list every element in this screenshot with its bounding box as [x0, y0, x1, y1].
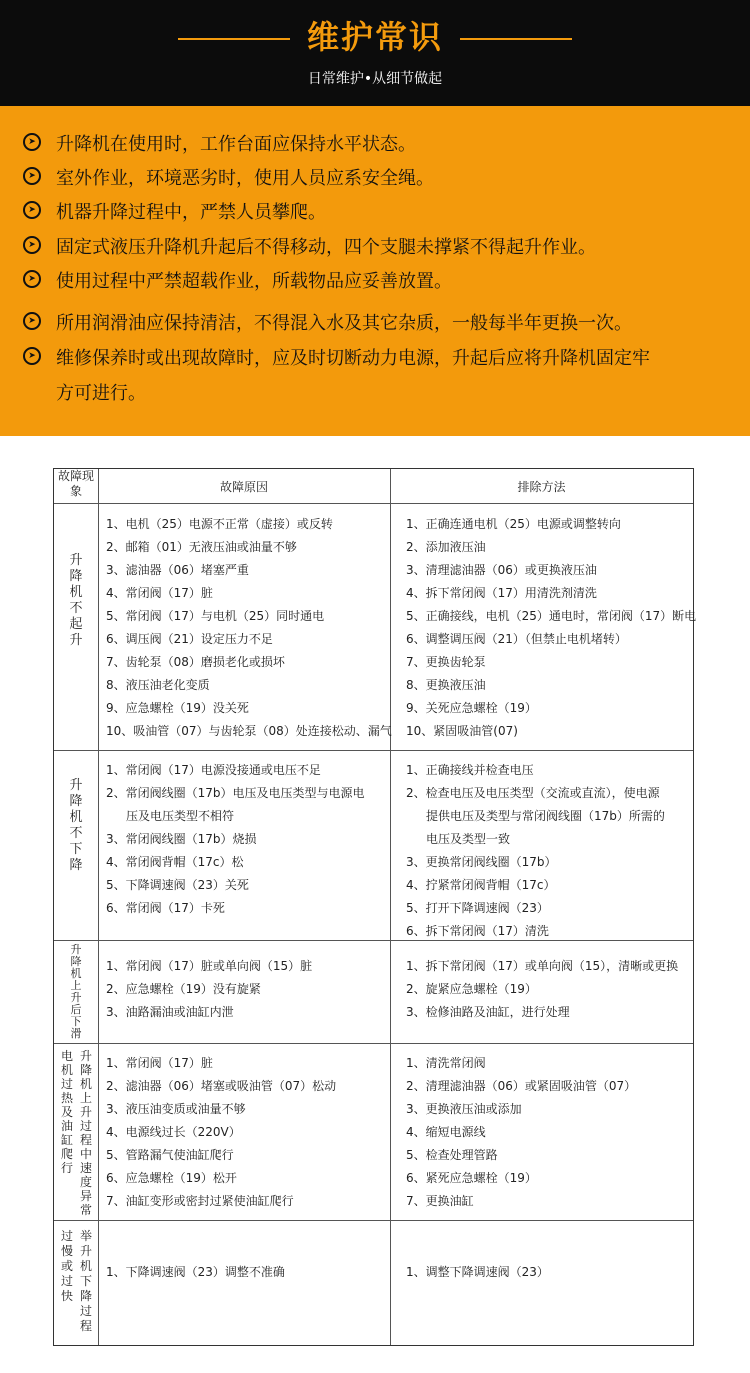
table-cell: 6、常闭阀（17）卡死: [106, 901, 225, 915]
tips-panel: [0, 106, 750, 436]
table-cell: 9、关死应急螺栓（19）: [406, 701, 537, 715]
table-cell: 4、电源线过长（220V）: [106, 1125, 241, 1139]
table-cell: 5、下降调速阀（23）关死: [106, 878, 249, 892]
table-cell: 2、添加液压油: [406, 540, 486, 554]
fault-label: 升降机不起升: [69, 553, 83, 648]
row-divider: [54, 1220, 693, 1221]
arrow-icon: ➤: [23, 133, 41, 151]
table-cell: 1、电机（25）电源不正常（虚接）或反转: [106, 517, 333, 531]
table-cell: 8、更换液压油: [406, 678, 486, 692]
table-cell: 5、检查处理管路: [406, 1148, 498, 1162]
table-cell: 6、调整调压阀（21）（但禁止电机堵转）: [406, 632, 627, 646]
table-cell: 7、更换油缸: [406, 1194, 474, 1208]
header-banner: [0, 0, 750, 106]
arrow-icon: ➤: [23, 347, 41, 365]
table-cell: 提供电压及类型与常闭阀线圈（17b）所需的: [426, 809, 665, 823]
table-cell: 6、调压阀（21）设定压力不足: [106, 632, 273, 646]
cause-list: [106, 759, 365, 920]
table-cell: 3、检修油路及油缸，进行处理: [406, 1005, 570, 1019]
table-cell: 1、调整下降调速阀（23）: [406, 1265, 549, 1279]
table-cell: 7、更换齿轮泵: [406, 655, 486, 669]
table-cell: 2、应急螺栓（19）没有旋紧: [106, 982, 261, 996]
fault-label: 过慢或过快: [60, 1229, 73, 1303]
table-cell: 3、油路漏油或油缸内泄: [106, 1005, 234, 1019]
page-subtitle: 日常维护•从细节做起: [307, 71, 443, 87]
table-cell: 3、常闭阀线圈（17b）烧损: [106, 832, 257, 846]
table-cell: 9、应急螺栓（19）没关死: [106, 701, 249, 715]
table-cell: 2、滤油器（06）堵塞或吸油管（07）松动: [106, 1079, 337, 1093]
tip-item: 所用润滑油应保持清洁，不得混入水及其它杂质，一般每半年更换一次。: [56, 313, 632, 334]
tip-item: 使用过程中严禁超载作业，所载物品应妥善放置。: [56, 271, 452, 292]
table-cell: 2、旋紧应急螺栓（19）: [406, 982, 537, 996]
cause-list: [106, 513, 392, 743]
table-cell: 6、应急螺栓（19）松开: [106, 1171, 237, 1185]
tip-item-continuation: 方可进行。: [56, 383, 146, 404]
table-cell: 7、齿轮泵（08）磨损老化或损坏: [106, 655, 285, 669]
tip-item: 固定式液压升降机升起后不得移动，四个支腿未撑紧不得起升作业。: [56, 237, 596, 258]
table-cell: 10、吸油管（07）与齿轮泵（08）处连接松动、漏气: [106, 724, 392, 738]
table-cell: 压及电压类型不相符: [126, 809, 235, 823]
table-cell: 6、紧死应急螺栓（19）: [406, 1171, 537, 1185]
table-cell: 7、油缸变形或密封过紧使油缸爬行: [106, 1194, 294, 1208]
fault-label: 电机过热及油缸爬行: [60, 1049, 73, 1175]
table-cell: 1、常闭阀（17）脏: [106, 1056, 213, 1070]
table-cell: 1、常闭阀（17）电源没接通或电压不足: [106, 763, 321, 777]
troubleshooting-table: [53, 468, 697, 1346]
solution-list: [406, 759, 665, 943]
table-cell: 电压及类型一致: [426, 832, 511, 846]
table-cell: 2、常闭阀线圈（17b）电压及电压类型与电源电: [106, 786, 365, 800]
table-cell: 10、紧固吸油管(07): [406, 724, 518, 738]
title-divider-right: [460, 38, 572, 40]
cause-list: [106, 1261, 285, 1284]
solution-list: [406, 513, 696, 743]
table-cell: 5、常闭阀（17）与电机（25）同时通电: [106, 609, 325, 623]
table-cell: 8、液压油老化变质: [106, 678, 210, 692]
table-cell: 4、缩短电源线: [406, 1125, 486, 1139]
header-phenomenon: 故障现象: [58, 469, 95, 498]
table-cell: 4、常闭阀（17）脏: [106, 586, 213, 600]
table-cell: 1、清洗常闭阀: [406, 1056, 486, 1070]
fault-label: 举升机下降过程: [79, 1229, 92, 1333]
arrow-icon: ➤: [23, 201, 41, 219]
table-cell: 2、邮箱（01）无液压油或油量不够: [106, 540, 297, 554]
solution-list: [406, 1052, 636, 1213]
table-cell: 4、常闭阀背帽（17c）松: [106, 855, 244, 869]
row-divider: [54, 750, 693, 751]
cause-list: [106, 1052, 336, 1213]
table-cell: 3、液压油变质或油量不够: [106, 1102, 246, 1116]
tip-item: 维修保养时或出现故障时，应及时切断动力电源，升起后应将升降机固定牢: [56, 348, 650, 369]
table-cell: 1、拆下常闭阀（17）或单向阀（15），清晰或更换: [406, 959, 679, 973]
tip-item: 室外作业，环境恶劣时，使用人员应系安全绳。: [56, 168, 434, 189]
table-cell: 2、检查电压及电压类型（交流或直流），使电源: [406, 786, 660, 800]
table-cell: 1、正确连通电机（25）电源或调整转向: [406, 517, 621, 531]
table-cell: 1、下降调速阀（23）调整不准确: [106, 1265, 285, 1279]
row-divider: [54, 1043, 693, 1044]
table-cell: 2、清理滤油器（06）或紧固吸油管（07）: [406, 1079, 637, 1093]
header-solution: 排除方法: [517, 480, 566, 494]
header-cause: 故障原因: [219, 480, 268, 494]
page-title: 维护常识: [306, 18, 443, 56]
cause-list: [106, 955, 312, 1024]
tip-item: 机器升降过程中，严禁人员攀爬。: [56, 202, 326, 223]
table-cell: 5、打开下降调速阀（23）: [406, 901, 549, 915]
table-cell: 4、拆下常闭阀（17）用清洗剂清洗: [406, 586, 597, 600]
fault-label: 升降机上升后下滑: [70, 943, 82, 1040]
table-cell: 3、滤油器（06）堵塞严重: [106, 563, 249, 577]
table-cell: 1、正确接线并检查电压: [406, 763, 534, 777]
arrow-icon: ➤: [23, 167, 41, 185]
arrow-icon: ➤: [23, 236, 41, 254]
fault-label: 升降机上升过程中速度异常: [79, 1049, 92, 1217]
tip-item: 升降机在使用时，工作台面应保持水平状态。: [56, 134, 416, 155]
solution-list: [406, 955, 678, 1024]
table-cell: 6、拆下常闭阀（17）清洗: [406, 924, 549, 938]
arrow-icon: ➤: [23, 312, 41, 330]
table-cell: 5、正确接线，电机（25）通电时，常闭阀（17）断电: [406, 609, 697, 623]
table-cell: 5、管路漏气使油缸爬行: [106, 1148, 234, 1162]
table-cell: 3、更换液压油或添加: [406, 1102, 522, 1116]
table-cell: 1、常闭阀（17）脏或单向阀（15）脏: [106, 959, 313, 973]
table-cell: 4、拧紧常闭阀背帽（17c）: [406, 878, 556, 892]
column-divider: [98, 469, 99, 1345]
fault-label: 升降机不下降: [69, 778, 83, 873]
arrow-icon: ➤: [23, 270, 41, 288]
table-cell: 3、更换常闭阀线圈（17b）: [406, 855, 557, 869]
row-divider: [54, 503, 693, 504]
solution-list: [406, 1261, 549, 1284]
table-cell: 3、清理滤油器（06）或更换液压油: [406, 563, 597, 577]
